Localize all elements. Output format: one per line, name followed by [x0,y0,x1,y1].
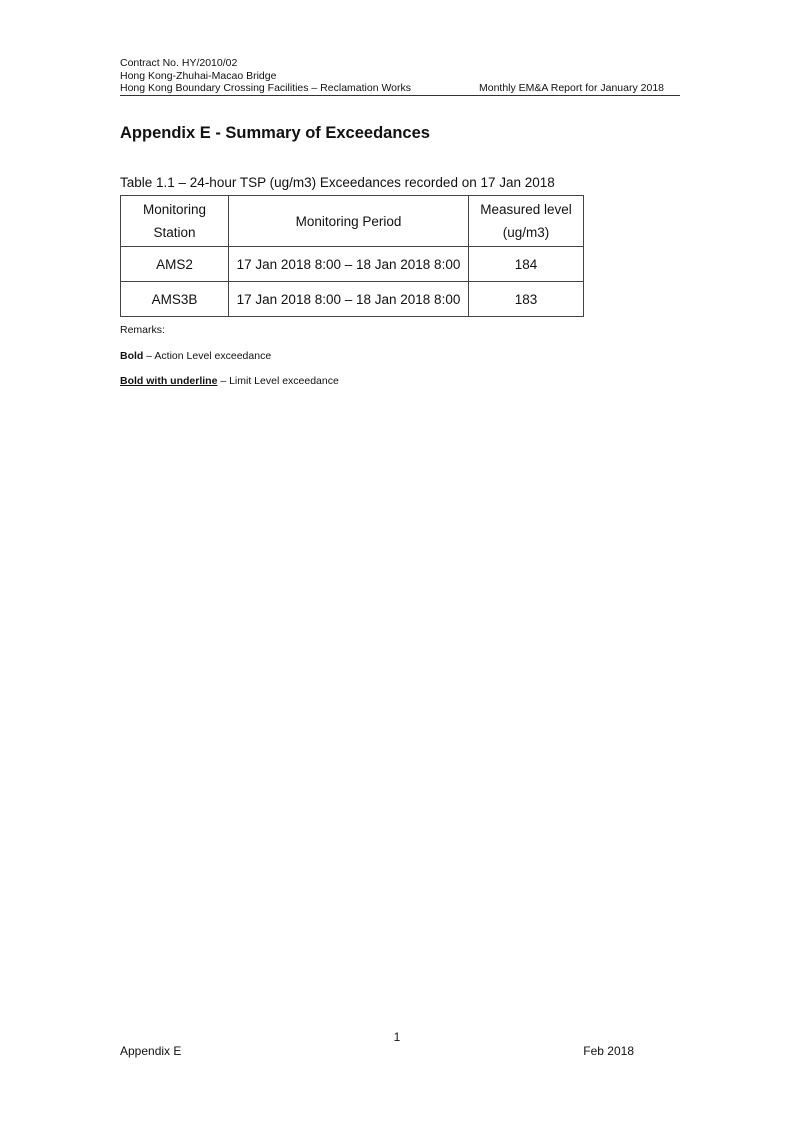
remarks-label: Remarks: [120,324,165,336]
contract-number: Contract No. HY/2010/02 [120,57,238,69]
header-station-line1: Monitoring [142,202,207,217]
header-level-line1: Measured level [480,202,572,217]
page-header [120,57,680,95]
station-cell: AMS3B [121,282,229,317]
header-period: Monitoring Period [229,196,469,247]
header-level [469,196,584,247]
table-header-row [121,196,584,247]
remark-action-text: – Action Level exceedance [143,350,272,362]
table-row [121,247,584,282]
footer-date: Feb 2018 [583,1044,634,1058]
level-cell: 184 [469,247,584,282]
table-caption: Table 1.1 – 24-hour TSP (ug/m3) Exceedances recorded on 17 Jan 2018 [120,175,555,190]
period-cell: 17 Jan 2018 8:00 – 18 Jan 2018 8:00 [229,282,469,317]
station-cell: AMS2 [121,247,229,282]
page-number: 1 [393,1030,401,1044]
remark-action-key: Bold [120,350,144,362]
footer-appendix: Appendix E [120,1044,182,1058]
header-row [120,82,680,95]
period-cell: 17 Jan 2018 8:00 – 18 Jan 2018 8:00 [229,247,469,282]
remark-limit-key: Bold with underline [120,375,218,387]
header-station-line2: Station [153,225,196,240]
project-name: Hong Kong-Zhuhai-Macao Bridge [120,69,277,82]
remark-action-level [120,350,271,362]
works-name: Hong Kong Boundary Crossing Facilities – Reclamation Works [120,82,412,94]
table-row [121,282,584,317]
header-divider [120,95,680,96]
report-name: Monthly EM&A Report for January 2018 [478,82,664,94]
level-cell: 183 [469,282,584,317]
remark-limit-text: – Limit Level exceedance [217,375,339,387]
header-level-line2: (ug/m3) [502,225,550,240]
exceedance-table [120,195,584,317]
page-title: Appendix E - Summary of Exceedances [120,124,430,142]
remark-limit-level [120,375,339,387]
header-station [121,196,229,247]
